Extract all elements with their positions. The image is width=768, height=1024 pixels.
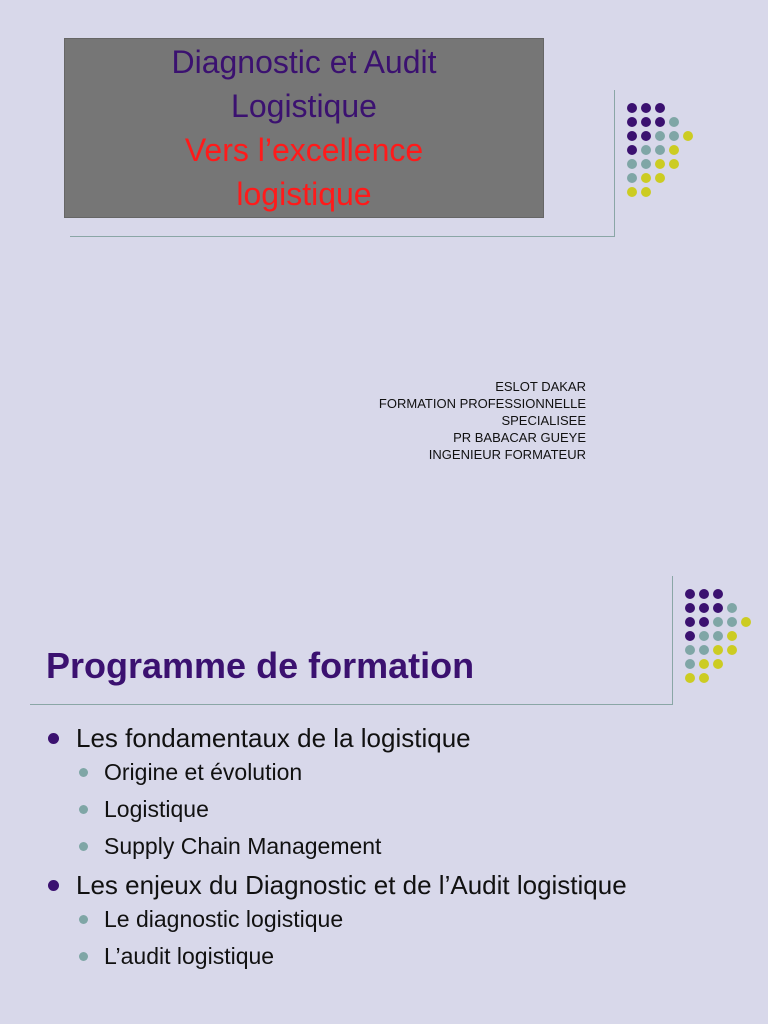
slide-subtitle-line-2: logistique: [236, 176, 372, 212]
slide-title-line-2: Logistique: [231, 88, 377, 124]
decorative-horizontal-line: [30, 704, 673, 705]
sub-list-item: [46, 828, 706, 865]
decorative-dot: [655, 159, 665, 169]
decorative-dot: [685, 631, 695, 641]
bullet-list: [46, 722, 706, 975]
decorative-dot: [641, 145, 651, 155]
bullet-icon: [48, 880, 59, 891]
decorative-dot: [741, 617, 751, 627]
list-item: [46, 869, 706, 901]
decorative-dot: [713, 659, 723, 669]
presenter-credits: [379, 378, 586, 463]
decorative-dot: [655, 173, 665, 183]
decorative-dot: [713, 645, 723, 655]
credit-line: SPECIALISEE: [501, 413, 586, 428]
decorative-dot: [713, 631, 723, 641]
decorative-dot: [627, 173, 637, 183]
credit-line: FORMATION PROFESSIONNELLE: [378, 396, 586, 411]
decorative-dot: [627, 131, 637, 141]
sub-list-item: [46, 754, 706, 791]
bullet-icon: [79, 842, 88, 851]
decorative-dot: [627, 145, 637, 155]
decorative-dot: [669, 145, 679, 155]
decorative-dot: [685, 603, 695, 613]
decorative-dot: [699, 645, 709, 655]
decorative-dot: [683, 131, 693, 141]
decorative-dot: [713, 603, 723, 613]
decorative-dot: [727, 603, 737, 613]
credit-line: INGENIEUR FORMATEUR: [428, 447, 586, 462]
decorative-dot: [669, 131, 679, 141]
decorative-dot: [655, 131, 665, 141]
sub-list-item-label: L’audit logistique: [104, 943, 275, 969]
decorative-dot: [627, 103, 637, 113]
sub-list-item: [46, 901, 706, 938]
sub-list-item-label: Origine et évolution: [104, 759, 303, 785]
sub-list-item: [46, 791, 706, 828]
decorative-dot: [685, 659, 695, 669]
decorative-horizontal-line: [70, 236, 615, 237]
decorative-dot: [685, 589, 695, 599]
slide-title-line-1: Diagnostic et Audit: [171, 44, 437, 80]
decorative-dot: [699, 631, 709, 641]
decorative-dot: [641, 131, 651, 141]
bullet-icon: [79, 768, 88, 777]
sub-list-item-label: Supply Chain Management: [104, 833, 382, 859]
title-box: [64, 38, 544, 218]
sub-list-item-label: Logistique: [104, 796, 209, 822]
decorative-dot: [641, 103, 651, 113]
bullet-icon: [79, 915, 88, 924]
decorative-dot: [699, 603, 709, 613]
decorative-dot: [627, 187, 637, 197]
decorative-dot: [685, 645, 695, 655]
decorative-dot: [713, 589, 723, 599]
sub-list-item-label: Le diagnostic logistique: [104, 906, 344, 932]
decorative-dot: [699, 617, 709, 627]
decorative-dot: [641, 173, 651, 183]
bullet-icon: [79, 952, 88, 961]
decorative-dot: [641, 187, 651, 197]
decorative-vertical-line: [614, 90, 615, 236]
program-slide: [0, 512, 768, 1024]
decorative-dot: [699, 659, 709, 669]
decorative-dot: [655, 117, 665, 127]
bullet-icon: [79, 805, 88, 814]
page-title: Programme de formation: [46, 645, 475, 686]
decorative-dot: [641, 159, 651, 169]
decorative-dot: [685, 673, 695, 683]
decorative-dot: [713, 617, 723, 627]
decorative-dot: [727, 617, 737, 627]
list-item-label: Les enjeux du Diagnostic et de l’Audit logistique: [76, 870, 627, 900]
decorative-dot: [627, 117, 637, 127]
bullet-icon: [48, 733, 59, 744]
credit-line: ESLOT DAKAR: [495, 379, 586, 394]
decorative-dot: [727, 631, 737, 641]
decorative-vertical-line: [672, 576, 673, 704]
decorative-dot: [627, 159, 637, 169]
credit-line: PR BABACAR GUEYE: [453, 430, 586, 445]
decorative-dot: [669, 159, 679, 169]
decorative-dot: [685, 617, 695, 627]
decorative-dot: [655, 103, 665, 113]
decorative-dot: [641, 117, 651, 127]
slide-subtitle-line-1: Vers l’excellence: [184, 132, 424, 168]
decorative-dot: [699, 673, 709, 683]
list-item-label: Les fondamentaux de la logistique: [76, 723, 471, 753]
decorative-dot: [727, 645, 737, 655]
decorative-dot: [669, 117, 679, 127]
decorative-dot: [655, 145, 665, 155]
sub-list-item: [46, 938, 706, 975]
list-item: [46, 722, 706, 754]
decorative-dot: [699, 589, 709, 599]
